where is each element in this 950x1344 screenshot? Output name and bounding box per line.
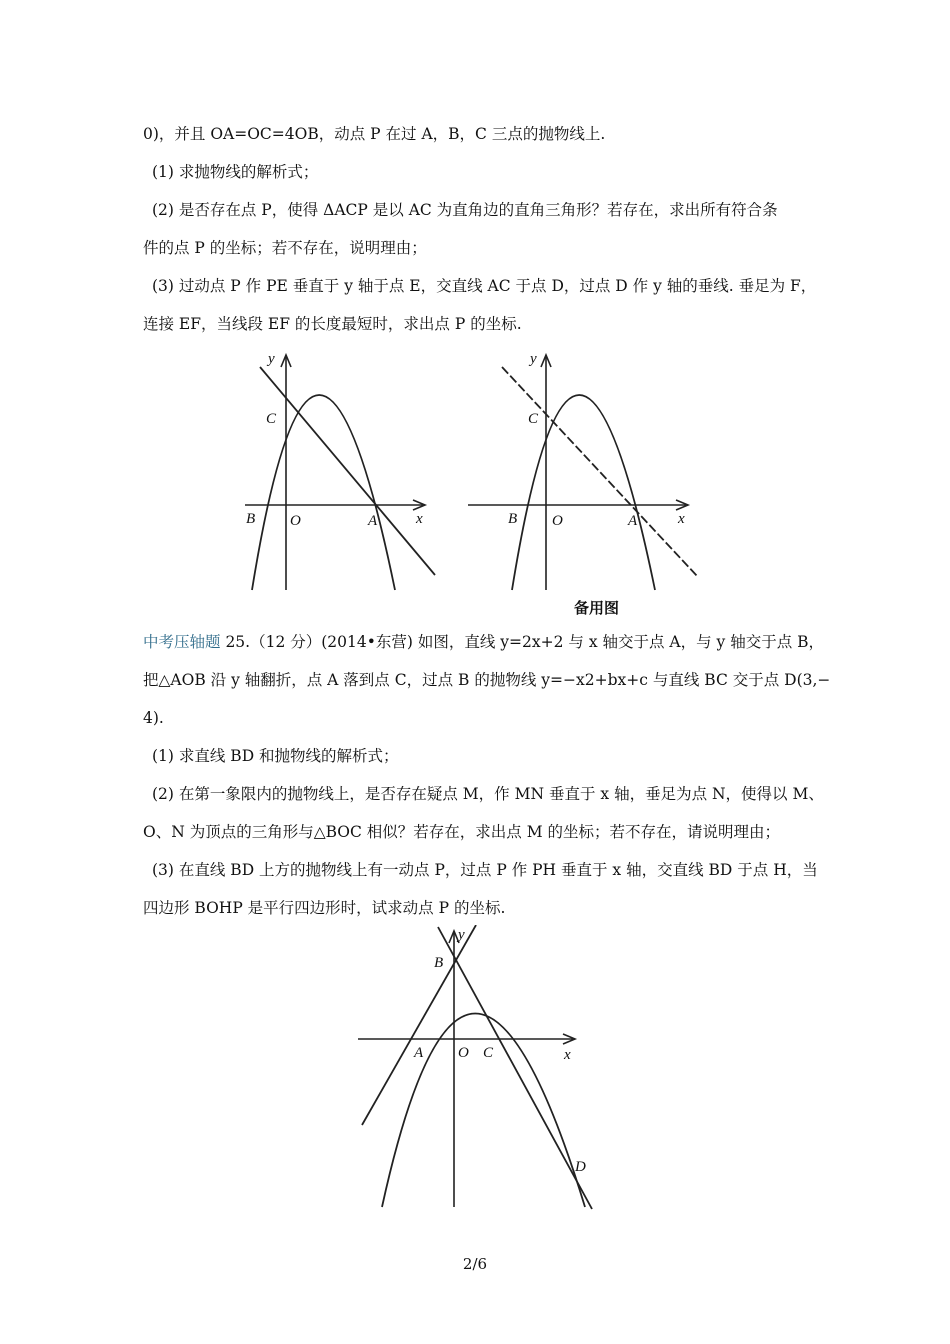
origin-label: O (552, 513, 563, 529)
y-axis-label: y (458, 927, 465, 943)
origin-label: O (458, 1045, 469, 1061)
backup-figure-caption: 备用图 (574, 599, 620, 617)
page-number: 2/6 (462, 1255, 488, 1273)
p2-line-3: 4). (143, 709, 164, 727)
p2-question-2-a: (2) 在第一象限内的抛物线上，是否存在疑点 M，作 MN 垂直于 x 轴，垂足为点 N，使得以 M、 (152, 785, 824, 803)
p2-header-text: 25.（12 分）(2014•东营) 如图，直线 y=2x+2 与 x 轴交于点 A，与 y 轴交于点 B， (220, 633, 825, 651)
p1-question-3-a: (3) 过动点 P 作 PE 垂直于 y 轴于点 E，交直线 AC 于点 D，过点 D 作 y 轴的垂线. 垂足为 F， (152, 277, 817, 295)
p2-header-prefix: 中考压轴题 (143, 633, 221, 651)
p1-question-1: (1) 求抛物线的解析式； (152, 163, 319, 181)
p2-line-2: 把△AOB 沿 y 轴翻折，点 A 落到点 C，过点 B 的抛物线 y=−x2+bx+c 与直线 BC 交于点 D(3,− (143, 671, 831, 689)
p2-question-3-a: (3) 在直线 BD 上方的抛物线上有一动点 P，过点 P 作 PH 垂直于 x 轴，交直线 BD 于点 H，当 (152, 861, 818, 879)
p1-question-2-b: 件的点 P 的坐标；若不存在，说明理由； (143, 239, 427, 257)
point-d-label: D (575, 1159, 586, 1175)
x-axis-label: x (564, 1047, 571, 1063)
point-b-label: B (434, 955, 444, 971)
p2-question-1: (1) 求直线 BD 和抛物线的解析式； (152, 747, 399, 765)
point-a-label: A (368, 513, 378, 529)
parabola-figure-right (460, 345, 700, 595)
x-axis-label: x (416, 511, 423, 527)
p2-header (143, 632, 824, 652)
p2-question-2-b: O、N 为顶点的三角形与△BOC 相似？若存在，求出点 M 的坐标；若不存在，请说明理由； (143, 823, 781, 841)
p1-line-1: 0)，并且 OA=OC=4OB，动点 P 在过 A，B，C 三点的抛物线上. (143, 125, 606, 143)
origin-label: O (290, 513, 301, 529)
point-c-label: C (483, 1045, 494, 1061)
p2-question-3-b: 四边形 BOHP 是平行四边形时，试求动点 P 的坐标. (143, 899, 506, 917)
parabola-line-figure (350, 925, 600, 1210)
point-b-label: B (508, 511, 518, 527)
parabola-figure-left (240, 345, 440, 595)
x-axis-label: x (678, 511, 685, 527)
p1-question-3-b: 连接 EF，当线段 EF 的长度最短时，求出点 P 的坐标. (143, 315, 522, 333)
point-a-label: A (414, 1045, 424, 1061)
p1-question-2-a: (2) 是否存在点 P，使得 ΔACP 是以 AC 为直角边的直角三角形？若存在，求出所有符合条 (152, 201, 778, 219)
y-axis-label: y (530, 351, 537, 367)
y-axis-label: y (268, 351, 275, 367)
point-b-label: B (246, 511, 256, 527)
point-c-label: C (266, 411, 277, 427)
point-c-label: C (528, 411, 539, 427)
point-a-label: A (628, 513, 638, 529)
